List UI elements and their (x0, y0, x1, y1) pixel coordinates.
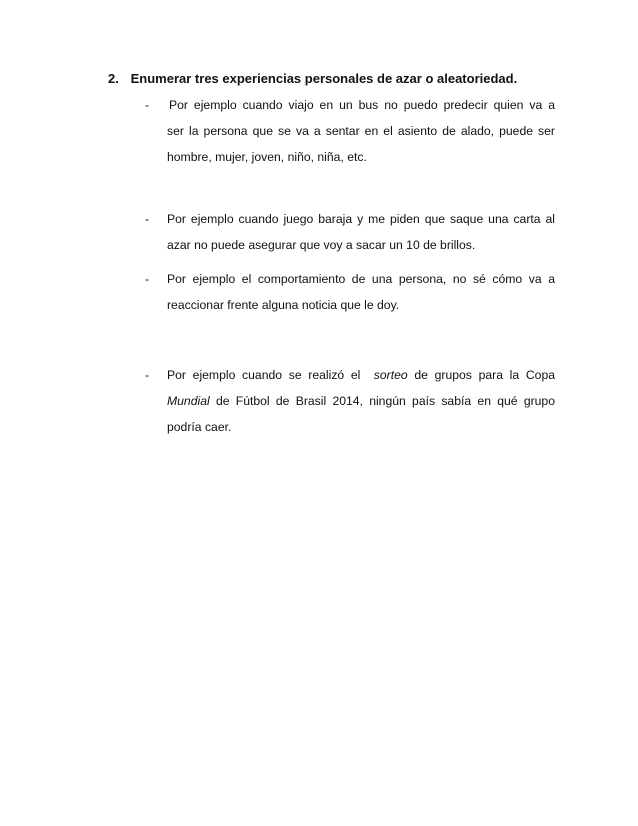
text-line: Por ejemplo cuando juego baraja y me piden que saque una carta al (167, 212, 555, 226)
question-text: Enumerar tres experiencias personales de azar o aleatoriedad. (130, 71, 518, 86)
list-item-text (167, 266, 555, 318)
text-segment: Por ejemplo cuando se realizó el (167, 368, 361, 382)
text-line: Por ejemplo cuando viajo en un bus no puedo predecir quien va a (169, 98, 555, 112)
text-line: reaccionar frente alguna noticia que le doy. (167, 298, 400, 312)
question-number: 2. (108, 71, 119, 86)
list-bullet: - (145, 98, 150, 112)
text-line (167, 388, 555, 414)
list-item-text (167, 362, 555, 440)
question-heading (108, 70, 568, 88)
text-segment: de Fútbol de Brasil 2014, ningún país sabía en qué grupo (215, 394, 555, 408)
text-line: ser la persona que se va a sentar en el asiento de alado, puede ser (167, 124, 555, 138)
text-line: podría caer. (167, 420, 232, 434)
italic-term-mundial: Mundial (167, 394, 210, 408)
text-line: azar no puede asegurar que voy a sacar un 10 de brillos. (167, 238, 476, 252)
italic-term-sorteo: sorteo (373, 368, 408, 382)
text-line: Por ejemplo el comportamiento de una persona, no sé cómo va a (167, 272, 555, 286)
list-bullet: - (145, 272, 150, 286)
list-item-text (167, 92, 555, 170)
text-segment: de grupos para la Copa (414, 368, 555, 382)
list-bullet: - (145, 368, 150, 382)
text-line (167, 362, 555, 388)
list-bullet: - (145, 212, 150, 226)
text-line: hombre, mujer, joven, niño, niña, etc. (167, 150, 367, 164)
list-item-text (167, 206, 555, 258)
